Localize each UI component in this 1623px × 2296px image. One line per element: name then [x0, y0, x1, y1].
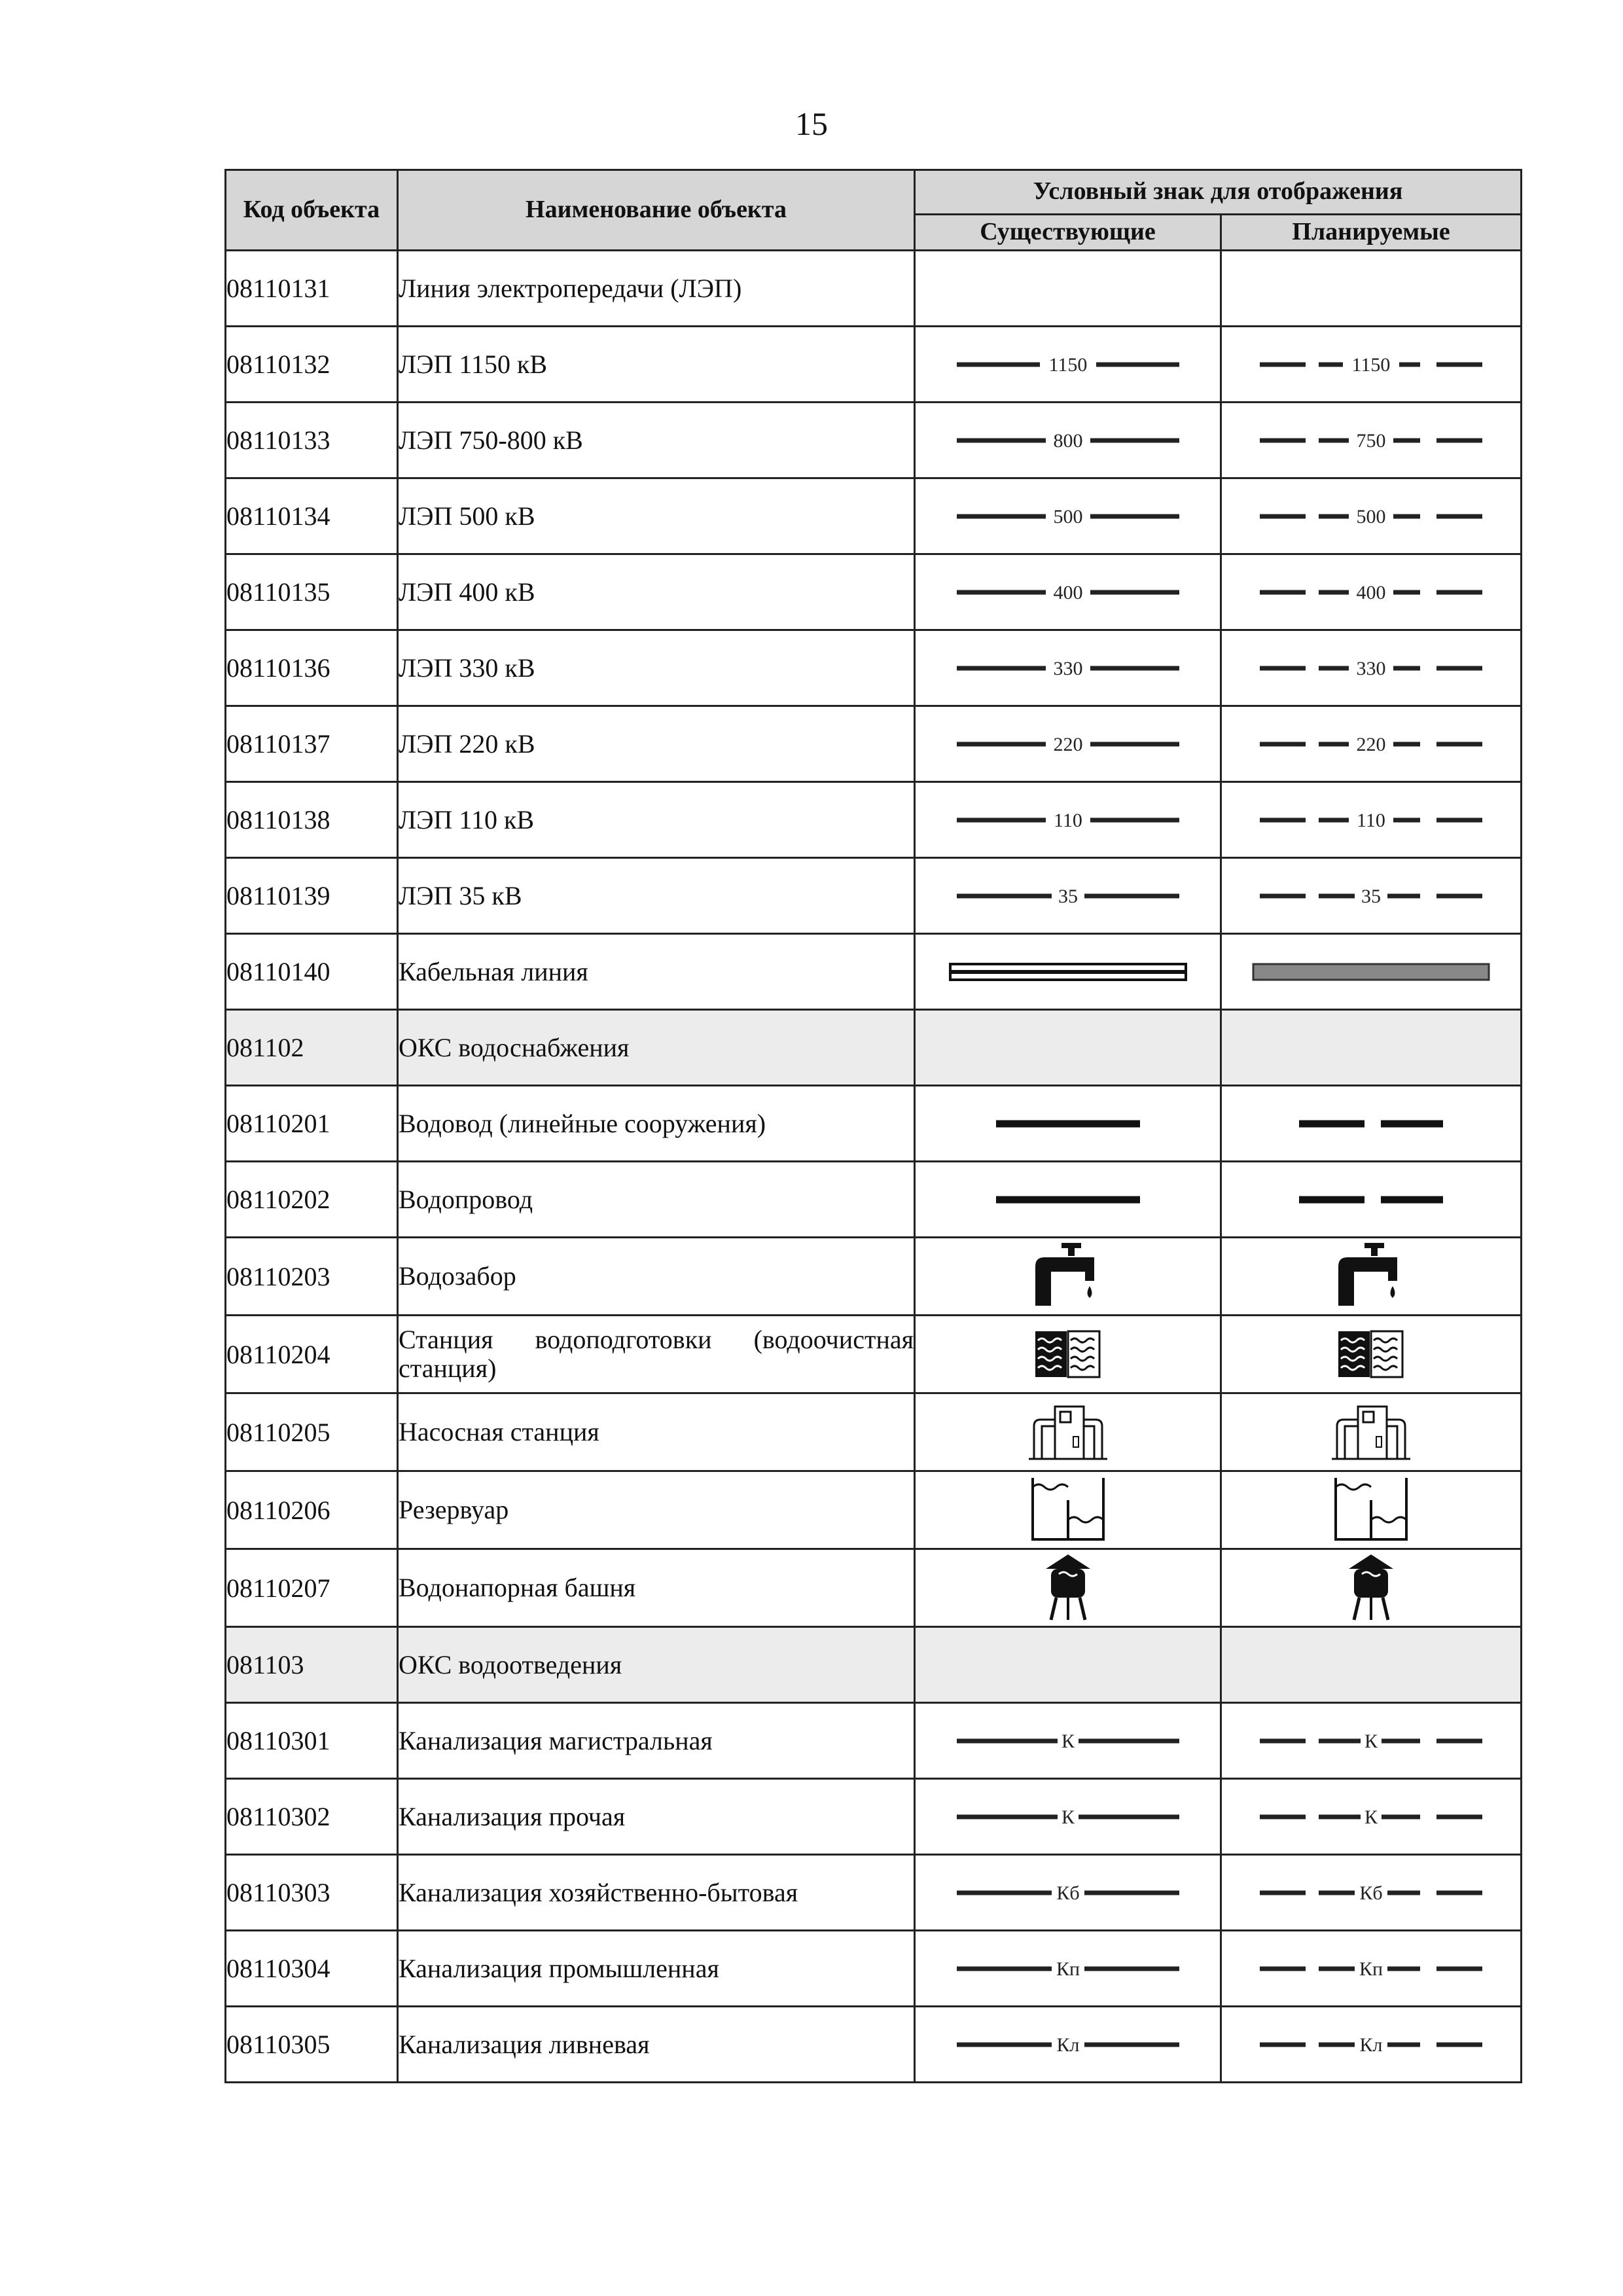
- svg-text:Кп: Кп: [1056, 1958, 1080, 1980]
- symbol-planned: [1221, 706, 1522, 782]
- object-name: Канализация магистральная: [398, 1703, 915, 1779]
- object-code: 08110136: [226, 630, 398, 706]
- svg-text:750: 750: [1356, 429, 1386, 452]
- water-tower-icon: [1325, 1552, 1417, 1624]
- table-row: [226, 1471, 1522, 1549]
- header-existing: Существующие: [915, 214, 1221, 250]
- object-name: Станция водоподготовки (водоочистная станция): [398, 1316, 915, 1393]
- line-symbol-icon: [1247, 876, 1495, 916]
- symbol-planned: [1221, 1703, 1522, 1779]
- symbol-existing: [915, 1162, 1221, 1238]
- object-name: Резервуар: [398, 1471, 915, 1549]
- object-name: Канализация хозяйственно-бытовая: [398, 1855, 915, 1931]
- symbol-existing: [915, 1779, 1221, 1855]
- pipe-line-icon: [1247, 1187, 1495, 1213]
- line-symbol-icon: [944, 2025, 1192, 2064]
- object-name: Канализация ливневая: [398, 2007, 915, 2083]
- object-code: 081102: [226, 1010, 398, 1086]
- table-row: [226, 1627, 1522, 1703]
- svg-text:35: 35: [1361, 885, 1381, 907]
- table-row: [226, 1010, 1522, 1086]
- symbol-existing: [915, 630, 1221, 706]
- object-code: 08110201: [226, 1086, 398, 1162]
- line-symbol-icon: [944, 345, 1192, 384]
- table-row: [226, 1549, 1522, 1627]
- table-row: [226, 554, 1522, 630]
- svg-text:110: 110: [1053, 809, 1082, 831]
- line-symbol-icon: [1247, 2025, 1495, 2064]
- svg-text:Кл: Кл: [1056, 2034, 1079, 2056]
- symbol-planned: [1221, 1931, 1522, 2007]
- water-tap-icon: [1022, 1240, 1114, 1312]
- svg-text:К: К: [1364, 1730, 1378, 1752]
- object-code: 08110140: [226, 934, 398, 1010]
- svg-text:220: 220: [1356, 733, 1386, 755]
- line-symbol-icon: [944, 1873, 1192, 1912]
- svg-text:1150: 1150: [1351, 353, 1391, 376]
- line-symbol-icon: [1247, 421, 1495, 460]
- table-row: [226, 1393, 1522, 1471]
- symbol-existing: [915, 858, 1221, 934]
- object-name: Канализация промышленная: [398, 1931, 915, 2007]
- cable-line-icon: [944, 959, 1192, 985]
- symbol-existing: [915, 1393, 1221, 1471]
- object-name: Канализация прочая: [398, 1779, 915, 1855]
- object-name: Насосная станция: [398, 1393, 915, 1471]
- svg-text:Кб: Кб: [1056, 1882, 1080, 1904]
- object-code: 08110305: [226, 2007, 398, 2083]
- line-symbol-icon: [944, 649, 1192, 688]
- symbol-planned: [1221, 478, 1522, 554]
- svg-text:35: 35: [1058, 885, 1078, 907]
- symbol-planned: [1221, 1549, 1522, 1627]
- symbol-planned: [1221, 1855, 1522, 1931]
- symbol-existing: [915, 1316, 1221, 1393]
- symbol-existing: [915, 478, 1221, 554]
- line-symbol-icon: [944, 573, 1192, 612]
- symbol-existing: [915, 782, 1221, 858]
- svg-text:1150: 1150: [1048, 353, 1087, 376]
- symbol-existing: [915, 1549, 1221, 1627]
- table-row: [226, 1316, 1522, 1393]
- symbol-existing: [915, 1627, 1221, 1703]
- line-symbol-icon: [944, 497, 1192, 536]
- svg-text:400: 400: [1053, 581, 1082, 603]
- line-symbol-icon: [1247, 1873, 1495, 1912]
- svg-text:К: К: [1061, 1730, 1075, 1752]
- object-code: 08110303: [226, 1855, 398, 1931]
- svg-text:110: 110: [1357, 809, 1385, 831]
- symbol-existing: [915, 1703, 1221, 1779]
- object-name: Водопровод: [398, 1162, 915, 1238]
- line-symbol-icon: [944, 1797, 1192, 1837]
- symbol-planned: [1221, 1086, 1522, 1162]
- header-name: Наименование объекта: [398, 170, 915, 251]
- water-treatment-icon: [1325, 1318, 1417, 1390]
- svg-text:330: 330: [1053, 657, 1082, 679]
- legend-table: [224, 169, 1522, 2083]
- symbol-existing: [915, 251, 1221, 327]
- header-code: Код объекта: [226, 170, 398, 251]
- symbol-planned: [1221, 1471, 1522, 1549]
- symbol-planned: [1221, 1779, 1522, 1855]
- symbol-planned: [1221, 554, 1522, 630]
- symbol-existing: [915, 1238, 1221, 1316]
- symbol-existing: [915, 2007, 1221, 2083]
- svg-text:400: 400: [1356, 581, 1386, 603]
- object-name: Кабельная линия: [398, 934, 915, 1010]
- symbol-existing: [915, 403, 1221, 478]
- symbol-planned: [1221, 1627, 1522, 1703]
- svg-text:Кб: Кб: [1359, 1882, 1383, 1904]
- symbol-planned: [1221, 251, 1522, 327]
- cable-line-icon: [1247, 959, 1495, 985]
- object-code: 08110301: [226, 1703, 398, 1779]
- pipe-line-icon: [1247, 1111, 1495, 1137]
- line-symbol-icon: [944, 725, 1192, 764]
- table-row: [226, 1855, 1522, 1931]
- line-symbol-icon: [1247, 649, 1495, 688]
- object-code: 08110302: [226, 1779, 398, 1855]
- water-tower-icon: [1022, 1552, 1114, 1624]
- symbol-existing: [915, 1931, 1221, 2007]
- water-treatment-icon: [1022, 1318, 1114, 1390]
- line-symbol-icon: [944, 421, 1192, 460]
- table-row: [226, 1162, 1522, 1238]
- header-sign: Условный знак для отображения: [915, 170, 1522, 215]
- object-code: 08110133: [226, 403, 398, 478]
- water-tap-icon: [1325, 1240, 1417, 1312]
- pipe-line-icon: [944, 1111, 1192, 1137]
- line-symbol-icon: [1247, 1721, 1495, 1761]
- object-name: ЛЭП 220 кВ: [398, 706, 915, 782]
- symbol-planned: [1221, 2007, 1522, 2083]
- svg-text:500: 500: [1053, 505, 1082, 528]
- object-code: 08110135: [226, 554, 398, 630]
- table-row: [226, 630, 1522, 706]
- object-code: 08110134: [226, 478, 398, 554]
- symbol-existing: [915, 706, 1221, 782]
- symbol-existing: [915, 934, 1221, 1010]
- symbol-planned: [1221, 1162, 1522, 1238]
- object-name: ЛЭП 110 кВ: [398, 782, 915, 858]
- table-row: [226, 934, 1522, 1010]
- line-symbol-icon: [1247, 573, 1495, 612]
- symbol-planned: [1221, 858, 1522, 934]
- line-symbol-icon: [1247, 345, 1495, 384]
- symbol-existing: [915, 1086, 1221, 1162]
- table-row: [226, 403, 1522, 478]
- symbol-planned: [1221, 630, 1522, 706]
- symbol-planned: [1221, 1238, 1522, 1316]
- symbol-existing: [915, 1010, 1221, 1086]
- object-code: 08110203: [226, 1238, 398, 1316]
- symbol-existing: [915, 554, 1221, 630]
- object-code: 08110132: [226, 327, 398, 403]
- object-name: ОКС водоотведения: [398, 1627, 915, 1703]
- symbol-planned: [1221, 934, 1522, 1010]
- svg-text:Кп: Кп: [1359, 1958, 1383, 1980]
- line-symbol-icon: [944, 876, 1192, 916]
- svg-text:330: 330: [1356, 657, 1386, 679]
- object-name: ЛЭП 500 кВ: [398, 478, 915, 554]
- object-name: ЛЭП 330 кВ: [398, 630, 915, 706]
- line-symbol-icon: [944, 1949, 1192, 1988]
- table-row: [226, 251, 1522, 327]
- page-number: 15: [795, 105, 828, 142]
- object-name: Линия электропередачи (ЛЭП): [398, 251, 915, 327]
- line-symbol-icon: [1247, 1949, 1495, 1988]
- object-code: 08110205: [226, 1393, 398, 1471]
- symbol-planned: [1221, 403, 1522, 478]
- table-row: [226, 1086, 1522, 1162]
- line-symbol-icon: [1247, 1797, 1495, 1837]
- reservoir-icon: [1022, 1474, 1114, 1546]
- object-code: 08110131: [226, 251, 398, 327]
- object-code: 08110138: [226, 782, 398, 858]
- object-name: Водозабор: [398, 1238, 915, 1316]
- line-symbol-icon: [1247, 497, 1495, 536]
- symbol-planned: [1221, 1316, 1522, 1393]
- line-symbol-icon: [944, 1721, 1192, 1761]
- object-code: 08110207: [226, 1549, 398, 1627]
- table-row: [226, 1931, 1522, 2007]
- object-name: ОКС водоснабжения: [398, 1010, 915, 1086]
- object-code: 08110204: [226, 1316, 398, 1393]
- symbol-existing: [915, 1471, 1221, 1549]
- reservoir-icon: [1325, 1474, 1417, 1546]
- object-code: 08110206: [226, 1471, 398, 1549]
- table-row: [226, 706, 1522, 782]
- table-row: [226, 782, 1522, 858]
- object-code: 08110202: [226, 1162, 398, 1238]
- table-row: [226, 478, 1522, 554]
- object-code: 08110139: [226, 858, 398, 934]
- svg-text:Кл: Кл: [1359, 2034, 1383, 2056]
- object-name: ЛЭП 1150 кВ: [398, 327, 915, 403]
- svg-text:К: К: [1364, 1806, 1378, 1828]
- object-name: ЛЭП 35 кВ: [398, 858, 915, 934]
- pump-station-icon: [1022, 1396, 1114, 1468]
- table-row: [226, 327, 1522, 403]
- object-name: Водонапорная башня: [398, 1549, 915, 1627]
- svg-text:500: 500: [1356, 505, 1386, 528]
- line-symbol-icon: [1247, 800, 1495, 840]
- symbol-planned: [1221, 1393, 1522, 1471]
- object-code: 08110137: [226, 706, 398, 782]
- table-row: [226, 2007, 1522, 2083]
- line-symbol-icon: [944, 800, 1192, 840]
- table-row: [226, 1238, 1522, 1316]
- line-symbol-icon: [1247, 725, 1495, 764]
- pipe-line-icon: [944, 1187, 1192, 1213]
- svg-text:800: 800: [1053, 429, 1082, 452]
- symbol-planned: [1221, 327, 1522, 403]
- svg-text:220: 220: [1053, 733, 1082, 755]
- pump-station-icon: [1325, 1396, 1417, 1468]
- table-row: [226, 858, 1522, 934]
- symbol-planned: [1221, 1010, 1522, 1086]
- table-row: [226, 1703, 1522, 1779]
- header-planned: Планируемые: [1221, 214, 1522, 250]
- svg-text:К: К: [1061, 1806, 1075, 1828]
- object-name: ЛЭП 400 кВ: [398, 554, 915, 630]
- symbol-existing: [915, 327, 1221, 403]
- object-code: 08110304: [226, 1931, 398, 2007]
- symbol-planned: [1221, 782, 1522, 858]
- object-code: 081103: [226, 1627, 398, 1703]
- object-name: ЛЭП 750-800 кВ: [398, 403, 915, 478]
- symbol-existing: [915, 1855, 1221, 1931]
- table-row: [226, 1779, 1522, 1855]
- object-name: Водовод (линейные сооружения): [398, 1086, 915, 1162]
